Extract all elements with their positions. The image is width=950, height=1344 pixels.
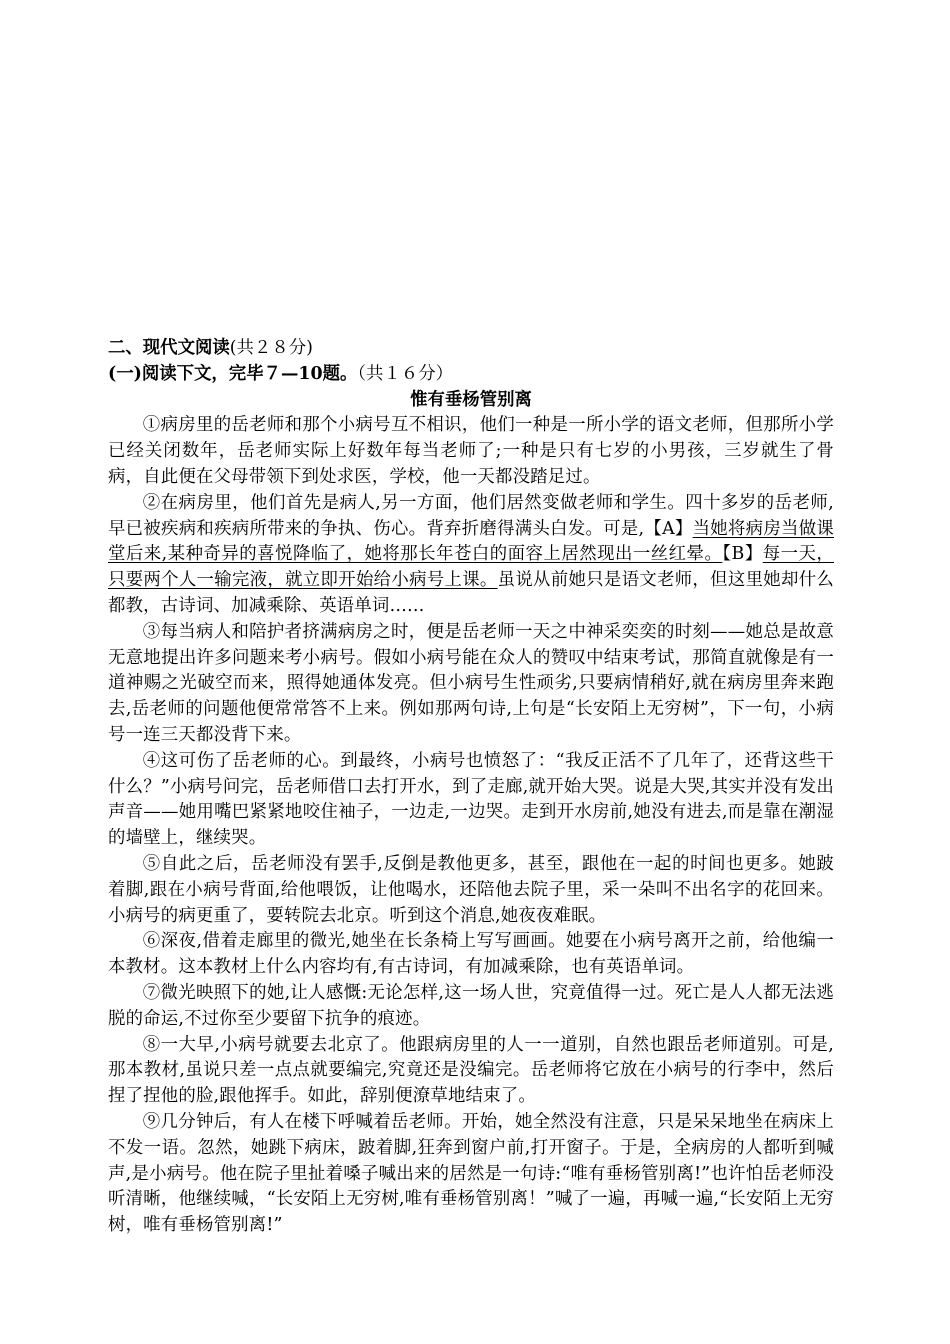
article-title: 惟有垂杨管别离: [410, 389, 532, 410]
sub-heading-text: (一)阅读下文，完毕７—10题。: [108, 363, 358, 384]
paragraph-2-rest: 虽说从前她只是语文老师，但这里她却什么都教，古诗词、加减乘除、英语单词……: [108, 570, 834, 616]
paragraph-2: [108, 491, 834, 620]
paragraph-6: ⑥深夜,借着走廊里的微光,她坐在长条椅上写写画画。她要在小病号离开之前，给他编一本教材。这本教材上什么内容均有,有古诗词，有加减乘除，也有英语单词。: [108, 931, 834, 978]
reading-section: [108, 336, 834, 1239]
paragraph-5: ⑤自此之后，岳老师没有罢手,反倒是教他更多，甚至，跟他在一起的时间也更多。她跛着脚,跟在小病号背面,给他喂饭，让他喝水，还陪他去院子里，采一朵叫不出名字的花回来。小病号的病更重了，要转院去北京。听到这个消息,她夜夜难眠。: [108, 853, 834, 926]
paragraph-1: ①病房里的岳老师和那个小病号互不相识，他们一种是一所小学的语文老师，但那所小学已经关闭数年，岳老师实际上好数年每当老师了;一种是只有七岁的小男孩，三岁就生了骨病，自此便在父母带领下到处求医，学校，他一天都没踏足过。: [108, 415, 834, 487]
section-heading-text: 二、现代文阅读: [108, 338, 230, 358]
underlined-sentence-a: 当她将病房当做课堂后来,某种奇异的喜悦降临了，她将那长年苍白的面容上居然现出一丝红晕。: [108, 518, 834, 565]
marker-b: 【B】: [722, 544, 763, 565]
paragraph-9: ⑨几分钟后，有人在楼下呼喊着岳老师。开始，她全然没有注意，只是呆呆地坐在病床上不发一语。忽然，她跳下病床，跛着脚,狂奔到窗户前,打开窗子。于是，全病房的人都听到喊声,是小病号。他在院子里扯着嗓子喊出来的居然是一句诗:“唯有垂杨管别离!”也许怕岳老师没听清晰，他继续喊，“长安陌上无穷树,唯有垂杨管别离！”喊了一遍，再喊一遍,“长安陌上无穷树，唯有垂杨管别离!”: [108, 1111, 834, 1236]
underlined-sentence-b: 每一天，只要两个人一输完液，就立即开始给小病号上课。: [108, 544, 834, 591]
sub-heading: [108, 362, 834, 388]
section-heading-score: (共２８分): [229, 338, 313, 358]
paragraph-7: ⑦微光映照下的她,让人感慨:无论怎样,这一场人世，究竟值得一过。死亡是人人都无法逃脱的命运,不过你至少要留下抗争的痕迹。: [108, 982, 834, 1029]
paragraph-8: ⑧一大早,小病号就要去北京了。他跟病房里的人一一道别，自然也跟岳老师道别。可是,那本教材,虽说只差一点点就要编完,究竟还是没编完。岳老师将它放在小病号的行李中，然后捏了捏他的脸,跟他挥手。如此，辞别便潦草地结束了。: [108, 1034, 834, 1107]
paragraph-3: ③每当病人和陪护者挤满病房之时，便是岳老师一天之中神采奕奕的时刻——她总是故意无意地提出许多问题来考小病号。假如小病号能在众人的赞叹中结束考试，那简直就像是有一道神赐之光破空而来，照得她通体发亮。但小病号生性顽劣,只要病情稍好,就在病房里奔来跑去,岳老师的问题他便常常答不上来。例如那两句诗,上句是“长安陌上无穷树”，下一句，小病号一连三天都没背下来。: [108, 621, 834, 745]
paragraph-2-intro: ②在病房里，他们首先是病人,另一方面，他们居然变做老师和学生。四十多岁的岳老师,早已被疾病和疾病所带来的争执、伤心。背弃折磨得满头白发。可是,【A】: [108, 492, 834, 539]
sub-heading-score: （共１６分）: [357, 363, 454, 384]
section-heading: [108, 336, 834, 362]
paragraph-4: ④这可伤了岳老师的心。到最终，小病号也愤怒了：“我反正活不了几年了，还背这些干什么？”小病号问完，岳老师借口去打开水，到了走廊,就开始大哭。说是大哭,其实并没有发出声音——她用嘴巴紧紧地咬住袖子，一边走,一边哭。走到开水房前,她没有进去,而是靠在潮湿的墙壁上，继续哭。: [108, 750, 834, 849]
